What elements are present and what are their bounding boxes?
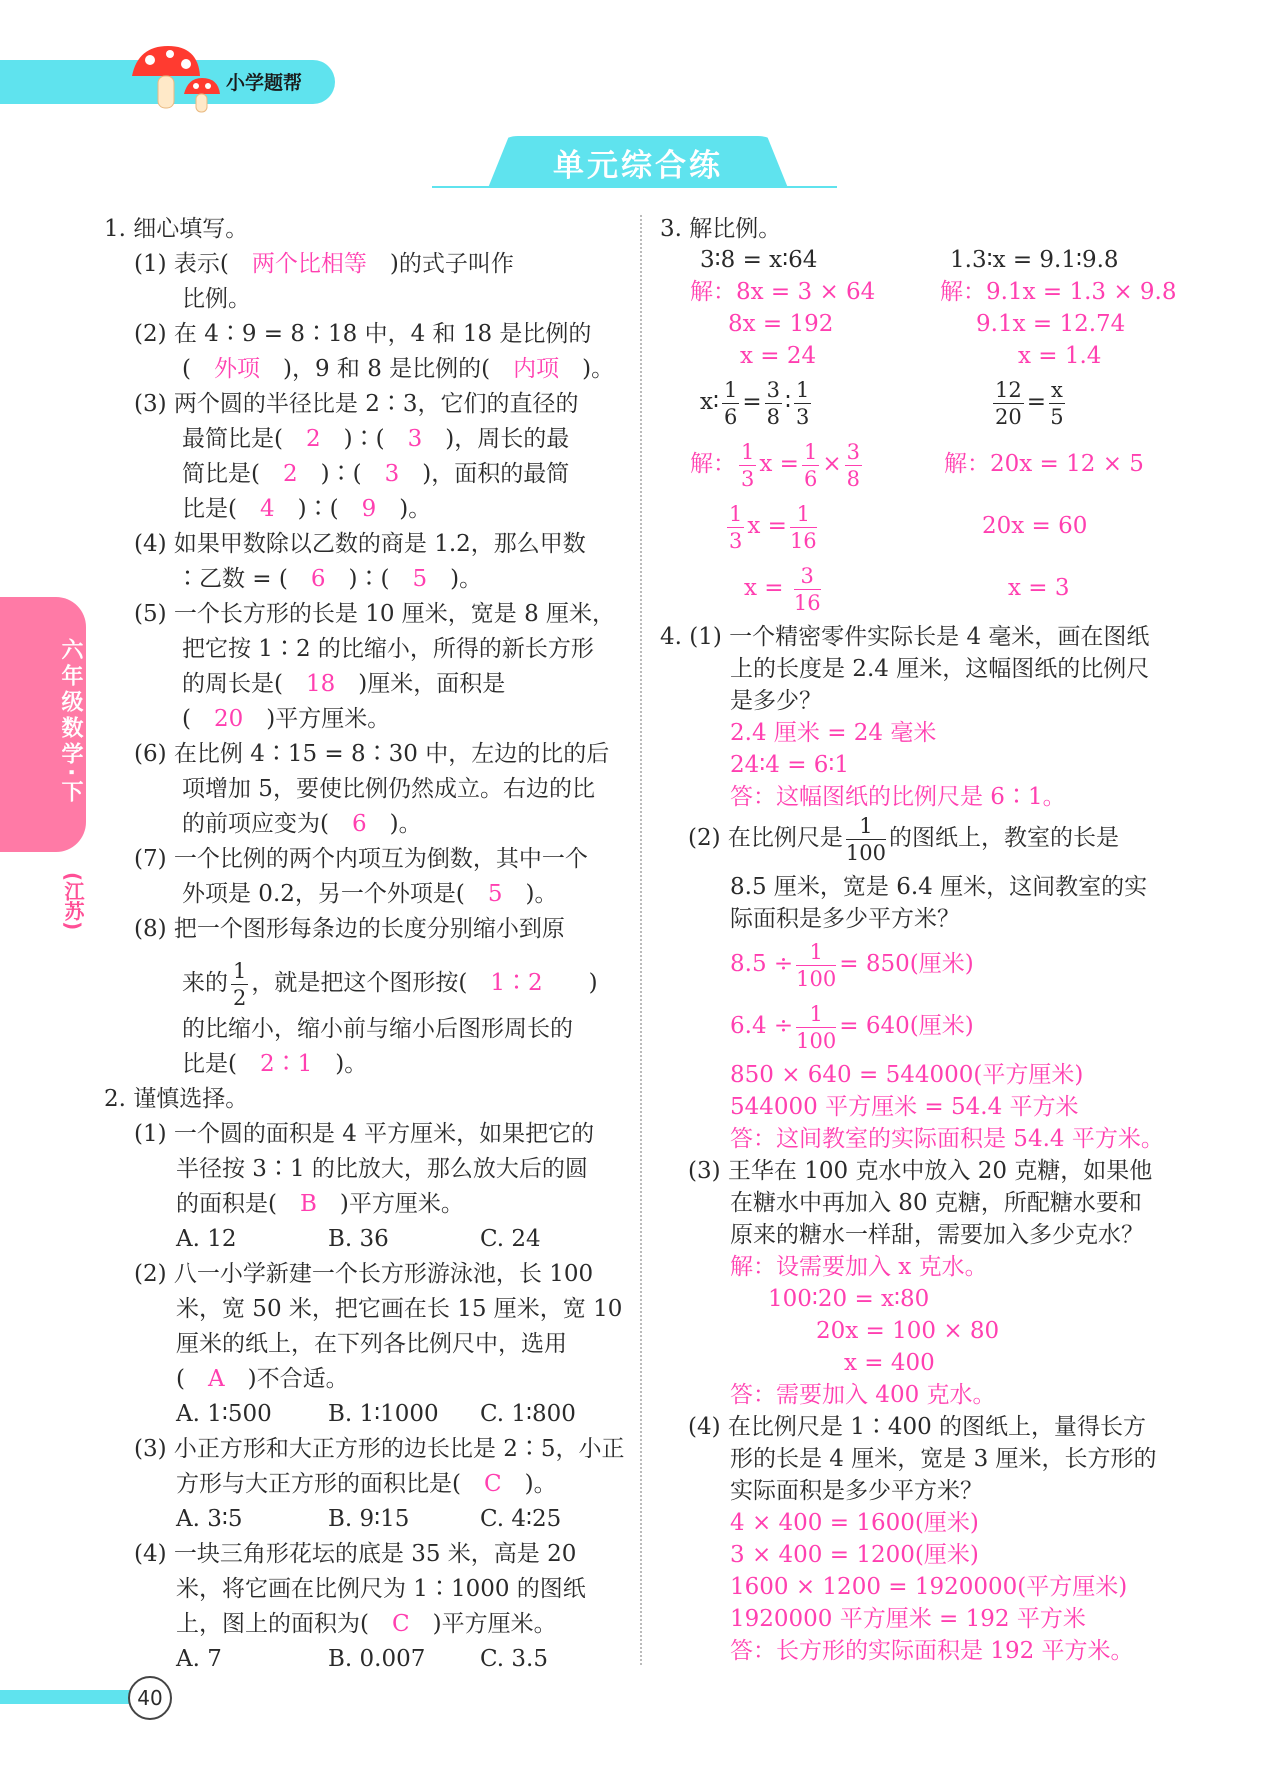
- q4-4-ans1: 4 × 400 = 1600(厘米): [730, 1510, 979, 1536]
- p1-step3: x = 24: [740, 343, 817, 369]
- q4-2-ans4: 544000 平方厘米 = 54.4 平方米: [730, 1094, 1079, 1120]
- column-divider: [640, 215, 642, 1665]
- q2-3-opt-c: C. 4∶25: [480, 1506, 562, 1532]
- side-tab-label: 六年级数学·下: [58, 638, 83, 807]
- brand-label: 小学题帮: [226, 72, 303, 94]
- section-1-heading: 1. 细心填写。: [104, 216, 249, 242]
- q2-4-opt-b: B. 0.007: [328, 1646, 426, 1672]
- side-tab-region: (江苏): [61, 872, 85, 931]
- q4-3-ans1: 解：设需要加入 x 克水。: [730, 1254, 988, 1280]
- p1-step2: 8x = 192: [728, 311, 834, 337]
- mushroom-logo-icon: [128, 44, 223, 120]
- q4-1-ans2: 24∶4 = 6∶1: [730, 752, 850, 778]
- q4-2-ans2: 6.4 ÷ $\frac{1}{100}$ = 640(厘米): [730, 1001, 974, 1053]
- q1-8-line3: 的比缩小，缩小前与缩小后图形周长的: [182, 1016, 573, 1042]
- q1-6-line3: 的前项应变为( 6 )。: [182, 811, 422, 837]
- q2-2-opt-a: A. 1∶500: [176, 1401, 272, 1427]
- q4-3: (3) 王华在 100 克水中放入 20 克糖，如果他: [688, 1158, 1153, 1184]
- q1-5: (5) 一个长方形的长是 10 厘米，宽是 8 厘米，: [134, 601, 616, 627]
- q1-1: (1) 表示( 两个比相等 )的式子叫作: [134, 251, 514, 277]
- q2-3: (3) 小正方形和大正方形的边长比是 2∶5，小正: [134, 1436, 625, 1462]
- q2-1-line3: 的面积是( B )平方厘米。: [176, 1191, 464, 1217]
- q2-4-opt-c: C. 3.5: [480, 1646, 548, 1672]
- q4-3-ans5: 答：需要加入 400 克水。: [730, 1382, 996, 1408]
- q4-3-line3: 原来的糖水一样甜，需要加入多少克水？: [730, 1222, 1144, 1248]
- q4-1-ans1: 2.4 厘米 = 24 毫米: [730, 720, 937, 746]
- q4-1-line2: 上的长度是 2.4 厘米，这幅图纸的比例尺: [730, 656, 1150, 682]
- q1-7: (7) 一个比例的两个内项互为倒数，其中一个: [134, 846, 588, 872]
- q4-4: (4) 在比例尺是 1∶400 的图纸上，量得长方: [688, 1414, 1147, 1440]
- q4-2-line3: 际面积是多少平方米？: [730, 906, 960, 932]
- q1-6: (6) 在比例 4∶15 = 8∶30 中，左边的比的后: [134, 741, 610, 767]
- q4-1-ans3: 答：这幅图纸的比例尺是 6∶1。: [730, 784, 1066, 810]
- p3-step3: x = $\frac{3}{16}$: [744, 563, 821, 615]
- q1-3-line3: 简比是( 2 )∶( 3 )，面积的最简: [182, 461, 570, 487]
- q1-4-cont: ∶乙数 = ( 6 )∶( 5 )。: [176, 566, 483, 592]
- p2-step2: 9.1x = 12.74: [976, 311, 1126, 337]
- q4-3-ans2: 100∶20 = x∶80: [768, 1286, 930, 1312]
- p2-step1: 解：9.1x = 1.3 × 9.8: [940, 279, 1177, 305]
- p3-step1: 解： $\frac{1}{3}$ x = $\frac{1}{6}$ × $\frac{3}{8}$: [690, 439, 860, 491]
- q4-2-line2: 8.5 厘米，宽是 6.4 厘米，这间教室的实: [730, 874, 1148, 900]
- q1-8: (8) 把一个图形每条边的长度分别缩小到原: [134, 916, 565, 942]
- q2-3-line2: 方形与大正方形的面积比是( C )。: [176, 1471, 557, 1497]
- q2-1-line2: 半径按 3∶1 的比放大，那么放大后的圆: [176, 1156, 588, 1182]
- q4-4-ans5: 答：长方形的实际面积是 192 平方米。: [730, 1638, 1134, 1664]
- q1-1-cont: 比例。: [182, 286, 251, 312]
- p4-step3: x = 3: [1008, 575, 1070, 601]
- footer-band: [0, 1690, 148, 1704]
- q1-3-line2: 最简比是( 2 )∶( 3 )，周长的最: [182, 426, 570, 452]
- q4-3-ans3: 20x = 100 × 80: [816, 1318, 1000, 1344]
- q2-4: (4) 一块三角形花坛的底是 35 米，高是 20: [134, 1541, 577, 1567]
- q4-2-ans3: 850 × 640 = 544000(平方厘米): [730, 1062, 1084, 1088]
- q2-1-opt-b: B. 36: [328, 1226, 389, 1252]
- q2-3-opt-a: A. 3∶5: [176, 1506, 243, 1532]
- q4-1-line3: 是多少？: [730, 688, 822, 714]
- q4-4-ans4: 1920000 平方厘米 = 192 平方米: [730, 1606, 1086, 1632]
- q2-2-line4: ( A )不合适。: [176, 1366, 349, 1392]
- q1-2: (2) 在 4∶9 = 8∶18 中，4 和 18 是比例的: [134, 321, 592, 347]
- q4-3-ans4: x = 400: [844, 1350, 935, 1376]
- q2-2-opt-b: B. 1∶1000: [328, 1401, 439, 1427]
- q2-2-line2: 米，宽 50 米，把它画在长 15 厘米，宽 10: [176, 1296, 623, 1322]
- q4-1: 4. (1) 一个精密零件实际长是 4 毫米，画在图纸: [660, 624, 1150, 650]
- q4-4-ans2: 3 × 400 = 1200(厘米): [730, 1542, 979, 1568]
- p1-step1: 解：8x = 3 × 64: [690, 279, 876, 305]
- p3-step2: $\frac{1}{3}$ x = $\frac{1}{16}$: [729, 501, 817, 553]
- p1-equation: 3∶8 = x∶64: [700, 247, 818, 273]
- q2-3-opt-b: B. 9∶15: [328, 1506, 410, 1532]
- q4-2-ans5: 答：这间教室的实际面积是 54.4 平方米。: [730, 1126, 1164, 1152]
- q4-3-line2: 在糖水中再加入 80 克糖，所配糖水要和: [730, 1190, 1142, 1216]
- p2-equation: 1.3∶x = 9.1∶9.8: [950, 247, 1119, 273]
- q2-1-opt-a: A. 12: [176, 1226, 237, 1252]
- q1-8-line2: 来的 $\frac{1}{2}$ ，就是把这个图形按( 1∶2 ): [182, 958, 598, 1010]
- q1-5-line2: 把它按 1∶2 的比缩小，所得的新长方形: [182, 636, 594, 662]
- q2-2-line3: 厘米的纸上，在下列各比例尺中，选用: [176, 1331, 567, 1357]
- p4-equation: $\frac{12}{20}$ = $\frac{x}{5}$: [995, 377, 1064, 429]
- p3-equation: x∶ $\frac{1}{6}$ = $\frac{3}{8}$ ∶ $\frac{1}{3}$: [700, 377, 810, 429]
- q2-4-opt-a: A. 7: [176, 1646, 222, 1672]
- section-3-heading: 3. 解比例。: [660, 216, 782, 242]
- q1-8-line4: 比是( 2∶1 )。: [182, 1051, 368, 1077]
- q4-4-ans3: 1600 × 1200 = 1920000(平方厘米): [730, 1574, 1128, 1600]
- q2-2-opt-c: C. 1∶800: [480, 1401, 576, 1427]
- p4-step2: 20x = 60: [982, 513, 1088, 539]
- q1-2-cont: ( 外项 )，9 和 8 是比例的( 内项 )。: [182, 356, 615, 382]
- q4-2-ans1: 8.5 ÷ $\frac{1}{100}$ = 850(厘米): [730, 939, 974, 991]
- q1-5-line3: 的周长是( 18 )厘米，面积是: [182, 671, 506, 697]
- q1-4: (4) 如果甲数除以乙数的商是 1.2，那么甲数: [134, 531, 586, 557]
- page-title: 单元综合练: [553, 148, 723, 184]
- q2-1: (1) 一个圆的面积是 4 平方厘米，如果把它的: [134, 1121, 595, 1147]
- q2-4-line3: 上，图上的面积为( C )平方厘米。: [176, 1611, 557, 1637]
- q1-3-line4: 比是( 4 )∶( 9 )。: [182, 496, 432, 522]
- p2-step3: x = 1.4: [1018, 343, 1102, 369]
- q1-3: (3) 两个圆的半径比是 2∶3，它们的直径的: [134, 391, 579, 417]
- q4-4-line2: 形的长是 4 厘米，宽是 3 厘米，长方形的: [730, 1446, 1157, 1472]
- q2-1-opt-c: C. 24: [480, 1226, 541, 1252]
- q4-2: (2) 在比例尺是 $\frac{1}{100}$ 的图纸上，教室的长是: [688, 813, 1119, 865]
- q2-2: (2) 八一小学新建一个长方形游泳池，长 100: [134, 1261, 594, 1287]
- q1-6-line2: 项增加 5，要使比例仍然成立。右边的比: [182, 776, 595, 802]
- page-number: 40: [128, 1676, 172, 1720]
- q4-4-line3: 实际面积是多少平方米？: [730, 1478, 983, 1504]
- q1-5-line4: ( 20 )平方厘米。: [182, 706, 391, 732]
- p4-step1: 解：20x = 12 × 5: [944, 451, 1144, 477]
- q2-4-line2: 米，将它画在比例尺为 1∶1000 的图纸: [176, 1576, 586, 1602]
- fraction-one-half: $\frac{1}{2}$: [233, 958, 247, 1010]
- section-2-heading: 2. 谨慎选择。: [104, 1086, 249, 1112]
- q1-7-cont: 外项是 0.2，另一个外项是( 5 )。: [182, 881, 558, 907]
